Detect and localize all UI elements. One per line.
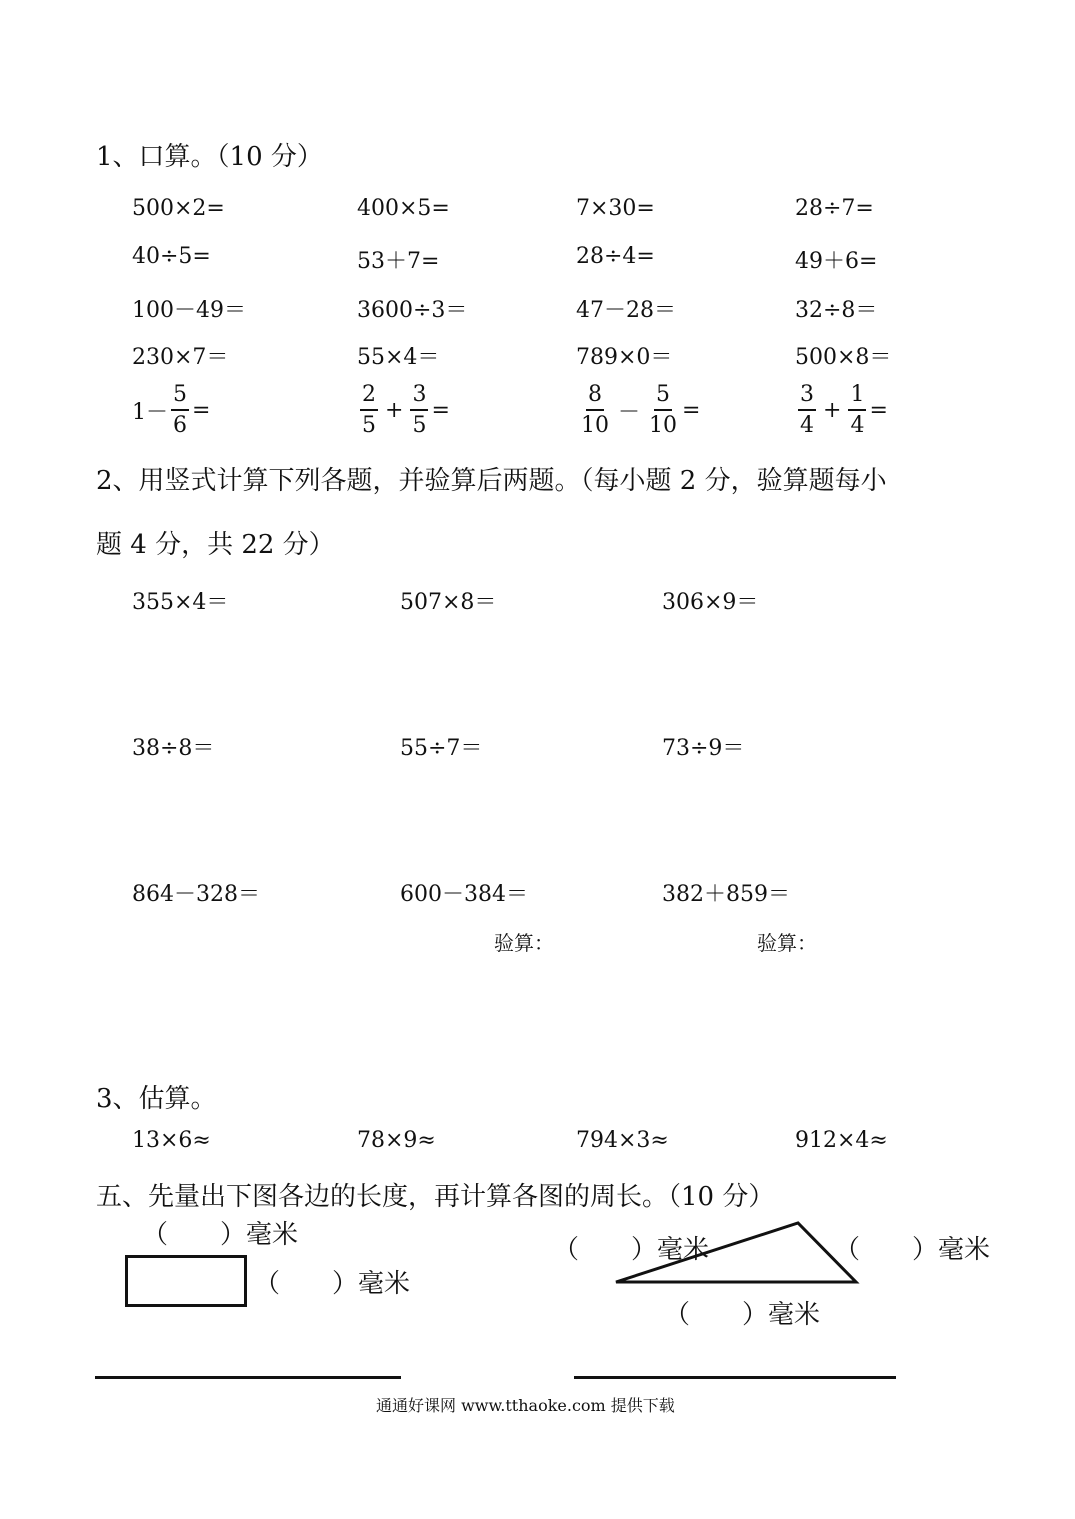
oral-calc-item: 3600÷3＝ — [357, 298, 468, 323]
oral-calc-item: 32÷8＝ — [795, 298, 878, 323]
section-3-title: 3、估算。 — [96, 1084, 217, 1114]
fraction — [410, 384, 428, 437]
section-2-title: 2、用竖式计算下列各题，并验算后两题。（每小题 2 分，验算题每小 — [96, 466, 887, 496]
numerator: 8 — [586, 384, 604, 411]
check-label: 验算： — [757, 931, 817, 955]
denominator: 5 — [362, 413, 376, 438]
section-5-title: 五、先量出下图各边的长度，再计算各图的周长。（10 分） — [96, 1182, 775, 1212]
triangle-side-blank: （ ）毫米 — [553, 1235, 710, 1265]
vertical-calc-item: 507×8＝ — [400, 590, 497, 615]
operator: － — [618, 400, 641, 425]
fraction — [360, 384, 378, 437]
numerator: 1 — [848, 384, 866, 411]
vertical-calc-item: 73÷9＝ — [662, 736, 745, 761]
fraction — [579, 384, 611, 437]
vertical-calc-item: 306×9＝ — [662, 590, 759, 615]
oral-calc-item: 47－28＝ — [576, 298, 676, 323]
numerator: 3 — [410, 384, 428, 411]
denominator: 4 — [800, 413, 814, 438]
oral-calc-item: 49＋6= — [795, 249, 878, 274]
section-2-title-cont: 题 4 分，共 22 分） — [96, 530, 335, 560]
vertical-calc-item: 38÷8＝ — [132, 736, 215, 761]
rectangle-width-blank: （ ）毫米 — [254, 1269, 411, 1299]
equals-sign: = — [682, 398, 701, 423]
equals-sign: = — [869, 398, 888, 423]
fraction-expression — [132, 384, 210, 437]
equals-sign: = — [431, 398, 450, 423]
oral-calc-item: 500×2= — [132, 196, 225, 221]
oral-calc-item: 28÷7= — [795, 196, 874, 221]
oral-calc-item: 53＋7= — [357, 249, 440, 274]
numerator: 2 — [360, 384, 378, 411]
oral-calc-item: 55×4＝ — [357, 345, 440, 370]
oral-calc-item: 7×30= — [576, 196, 655, 221]
check-label: 验算： — [494, 931, 554, 955]
oral-calc-item: 230×7＝ — [132, 345, 229, 370]
estimate-item: 912×4≈ — [795, 1128, 888, 1153]
operator: + — [823, 398, 842, 423]
vertical-calc-item: 355×4＝ — [132, 590, 229, 615]
fraction — [798, 384, 816, 437]
vertical-calc-item: 382＋859＝ — [662, 882, 790, 907]
vertical-calc-item: 600－384＝ — [400, 882, 528, 907]
oral-calc-item: 500×8＝ — [795, 345, 892, 370]
fraction-expression — [795, 384, 888, 437]
measure-rectangle — [125, 1255, 247, 1307]
numerator: 5 — [654, 384, 672, 411]
triangle-base-blank: （ ）毫米 — [664, 1300, 821, 1330]
oral-calc-item: 40÷5= — [132, 244, 211, 269]
estimate-item: 78×9≈ — [357, 1128, 436, 1153]
oral-calc-item: 400×5= — [357, 196, 450, 221]
denominator: 4 — [850, 413, 865, 438]
oral-calc-item: 28÷4= — [576, 244, 655, 269]
fraction — [647, 384, 679, 437]
fraction — [848, 384, 866, 437]
footer-rule — [95, 1376, 401, 1379]
denominator: 6 — [173, 413, 187, 438]
denominator: 10 — [581, 413, 609, 438]
equals-sign: = — [192, 398, 211, 423]
vertical-calc-item: 55÷7＝ — [400, 736, 483, 761]
denominator: 5 — [412, 413, 427, 438]
denominator: 10 — [649, 413, 678, 438]
oral-calc-item: 789×0＝ — [576, 345, 673, 370]
vertical-calc-item: 864－328＝ — [132, 882, 260, 907]
fraction — [171, 384, 189, 437]
rectangle-length-blank: （ ）毫米 — [142, 1220, 299, 1250]
footer-text: 通通好课网 www.tthaoke.com 提供下载 — [376, 1396, 675, 1415]
oral-calc-item: 100－49＝ — [132, 298, 246, 323]
fraction-expression — [357, 384, 450, 437]
footer-rule — [574, 1376, 896, 1379]
numerator: 5 — [171, 384, 189, 411]
fraction-expression — [576, 384, 700, 437]
fraction-lead: 1－ — [132, 400, 168, 425]
operator: + — [385, 398, 404, 423]
section-1-title: 1、口算。（10 分） — [96, 142, 323, 172]
triangle-side-blank: （ ）毫米 — [834, 1235, 991, 1265]
numerator: 3 — [798, 384, 816, 411]
estimate-item: 13×6≈ — [132, 1128, 211, 1153]
estimate-item: 794×3≈ — [576, 1128, 669, 1153]
